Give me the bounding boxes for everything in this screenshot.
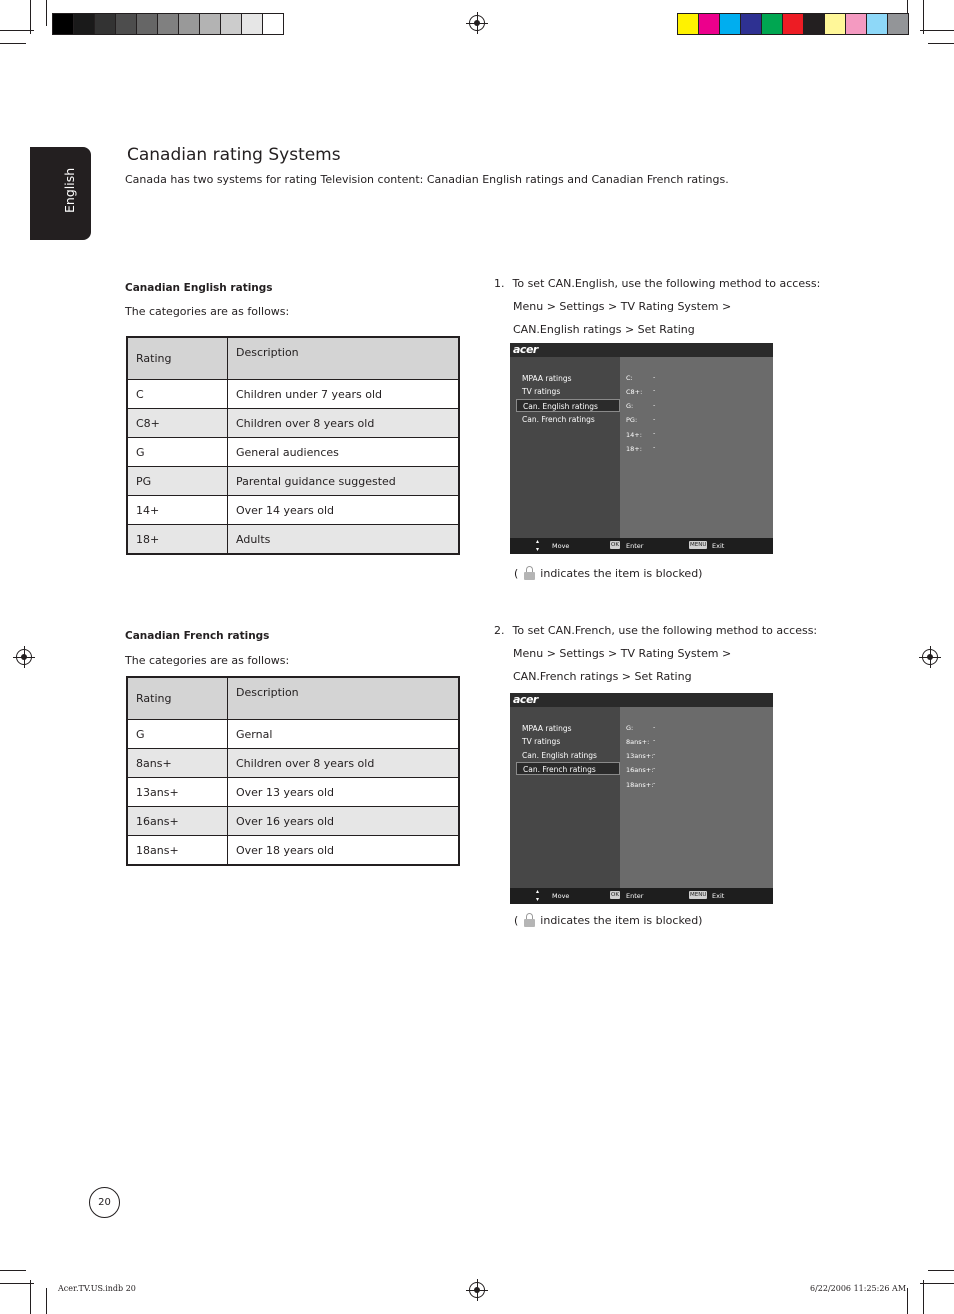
tv-enter-label: Enter xyxy=(626,542,644,550)
blocked-note-text: indicates the item is blocked) xyxy=(540,567,703,580)
crop-mark xyxy=(928,43,954,44)
menu-key-icon: MENU xyxy=(690,892,707,898)
description-cell: Over 14 years old xyxy=(228,496,460,525)
step-instruction: To set CAN.English, use the following method to access: xyxy=(512,277,821,290)
tv-rating-key: G: xyxy=(626,402,634,410)
tv-rating-key: 14+: xyxy=(626,431,642,439)
tv-move-label: Move xyxy=(552,542,570,550)
crop-mark xyxy=(30,0,31,34)
registration-mark-icon xyxy=(16,649,32,665)
crop-mark xyxy=(923,0,924,34)
blocked-note xyxy=(514,566,702,580)
language-tab xyxy=(30,147,91,240)
color-swatch xyxy=(95,14,116,34)
color-swatch xyxy=(699,14,720,34)
description-cell: General audiences xyxy=(228,438,460,467)
tv-menu-item-selected: Can. French ratings xyxy=(516,762,620,775)
table-row xyxy=(127,496,459,525)
menu-key-icon: MENU xyxy=(690,542,707,548)
tv-rating-value: - xyxy=(653,443,656,451)
french-ratings-table xyxy=(126,676,460,866)
tv-rating-key: G: xyxy=(626,724,634,732)
tv-rating-value: - xyxy=(653,750,656,758)
step-menu-path: Menu > Settings > TV Rating System > xyxy=(513,300,732,313)
tv-rating-key: 13ans+: xyxy=(626,752,654,760)
acer-logo: acer xyxy=(513,693,538,706)
step-number: 1. xyxy=(494,277,505,290)
description-cell: Over 18 years old xyxy=(228,836,460,866)
crop-mark xyxy=(0,30,34,31)
blocked-note xyxy=(514,913,702,927)
step-menu-path-end: CAN.English ratings > Set Rating xyxy=(513,323,695,336)
column-header-rating: Rating xyxy=(127,677,228,720)
english-ratings-table xyxy=(126,336,460,555)
crop-mark xyxy=(0,1270,26,1271)
crop-mark xyxy=(46,0,47,26)
rating-cell: C8+ xyxy=(127,409,228,438)
rating-cell: C xyxy=(127,380,228,409)
english-ratings-heading: Canadian English ratings xyxy=(125,282,273,294)
color-swatch xyxy=(804,14,825,34)
step-instruction: To set CAN.French, use the following method to access: xyxy=(512,624,818,637)
description-cell: Parental guidance suggested xyxy=(228,467,460,496)
footer-timestamp: 6/22/2006 11:25:26 AM xyxy=(810,1284,907,1293)
french-ratings-heading: Canadian French ratings xyxy=(125,630,270,642)
color-swatch xyxy=(846,14,867,34)
rating-cell: G xyxy=(127,438,228,467)
table-row xyxy=(127,778,459,807)
description-cell: Over 13 years old xyxy=(228,778,460,807)
description-cell: Adults xyxy=(228,525,460,555)
tv-menu-item: Can. English ratings xyxy=(522,751,597,760)
acer-logo: acer xyxy=(513,343,538,356)
table-row xyxy=(127,438,459,467)
tv-rating-value: - xyxy=(653,373,656,381)
crop-mark xyxy=(0,1283,34,1284)
tv-menu-item: MPAA ratings xyxy=(522,374,572,383)
up-down-arrow-icon: ▴ ▾ xyxy=(536,888,540,903)
tv-exit-label: Exit xyxy=(712,892,725,900)
tv-title-bar xyxy=(510,693,773,707)
color-swatch xyxy=(783,14,804,34)
color-swatch xyxy=(762,14,783,34)
table-row xyxy=(127,467,459,496)
table-row xyxy=(127,749,459,778)
table-row xyxy=(127,380,459,409)
tv-rating-value: - xyxy=(653,764,656,772)
crop-mark xyxy=(928,1270,954,1271)
tv-move-label: Move xyxy=(552,892,570,900)
step-menu-path-end: CAN.French ratings > Set Rating xyxy=(513,670,692,683)
tv-exit-label: Exit xyxy=(712,542,725,550)
table-row xyxy=(127,525,459,555)
description-cell: Children over 8 years old xyxy=(228,749,460,778)
tv-rating-value: - xyxy=(653,736,656,744)
french-ratings-lead: The categories are as follows: xyxy=(125,654,290,667)
color-swatch xyxy=(741,14,762,34)
color-swatch xyxy=(53,14,74,34)
ok-key-icon: OK xyxy=(611,542,619,548)
step-2 xyxy=(494,619,817,688)
english-ratings-lead: The categories are as follows: xyxy=(125,305,290,318)
rating-cell: 16ans+ xyxy=(127,807,228,836)
process-color-bar xyxy=(677,13,909,35)
tv-rating-value: - xyxy=(653,723,656,731)
tv-rating-value: - xyxy=(653,415,656,423)
rating-cell: 8ans+ xyxy=(127,749,228,778)
tv-enter-label: Enter xyxy=(626,892,644,900)
tv-rating-key: 16ans+: xyxy=(626,766,654,774)
registration-mark-icon xyxy=(922,649,938,665)
blocked-note-text: indicates the item is blocked) xyxy=(540,914,703,927)
rating-cell: G xyxy=(127,720,228,749)
step-menu-path: Menu > Settings > TV Rating System > xyxy=(513,647,732,660)
color-swatch xyxy=(888,14,908,34)
tv-rating-key: 18+: xyxy=(626,445,642,453)
color-swatch xyxy=(221,14,242,34)
registration-mark-icon xyxy=(469,15,485,31)
rating-cell: 18ans+ xyxy=(127,836,228,866)
page-number: 20 xyxy=(89,1187,120,1218)
table-header-row xyxy=(127,677,459,720)
tv-rating-key: C: xyxy=(626,374,633,382)
color-swatch xyxy=(263,14,283,34)
column-header-description: Description xyxy=(228,677,460,720)
color-swatch xyxy=(825,14,846,34)
ok-key-icon: OK xyxy=(611,892,619,898)
tv-rating-key: 8ans+: xyxy=(626,738,650,746)
tv-rating-key: 18ans+: xyxy=(626,781,654,789)
crop-mark xyxy=(907,1288,908,1314)
tv-rating-value: - xyxy=(653,401,656,409)
crop-mark xyxy=(923,1280,924,1314)
description-cell: Over 16 years old xyxy=(228,807,460,836)
color-swatch xyxy=(158,14,179,34)
tv-menu-item: Can. French ratings xyxy=(522,415,595,424)
note-paren: ( xyxy=(514,567,519,580)
table-row xyxy=(127,836,459,866)
color-swatch xyxy=(720,14,741,34)
tv-menu-item: TV ratings xyxy=(522,737,561,746)
tv-ratings-panel xyxy=(620,357,773,538)
tv-ratings-panel xyxy=(620,707,773,888)
tv-rating-value: - xyxy=(653,429,656,437)
color-swatch xyxy=(678,14,699,34)
color-swatch xyxy=(137,14,158,34)
footer-file-info: Acer.TV.US.indb 20 xyxy=(58,1284,136,1293)
tv-menu-screenshot-english xyxy=(510,343,773,554)
description-cell: Children under 7 years old xyxy=(228,380,460,409)
color-swatch xyxy=(242,14,263,34)
note-paren: ( xyxy=(514,914,519,927)
table-row xyxy=(127,720,459,749)
color-swatch xyxy=(179,14,200,34)
color-swatch xyxy=(116,14,137,34)
lock-icon xyxy=(524,913,535,926)
page-title: Canadian rating Systems xyxy=(127,145,341,165)
color-swatch xyxy=(74,14,95,34)
step-number: 2. xyxy=(494,624,505,637)
rating-cell: PG xyxy=(127,467,228,496)
tv-menu-item: MPAA ratings xyxy=(522,724,572,733)
tv-menu-item: TV ratings xyxy=(522,387,561,396)
column-header-rating: Rating xyxy=(127,337,228,380)
crop-mark xyxy=(0,43,26,44)
color-swatch xyxy=(200,14,221,34)
table-row xyxy=(127,807,459,836)
table-header-row xyxy=(127,337,459,380)
tv-menu-screenshot-french xyxy=(510,693,773,904)
rating-cell: 18+ xyxy=(127,525,228,555)
crop-mark xyxy=(46,1288,47,1314)
tv-menu-item-selected: Can. English ratings xyxy=(516,399,620,412)
column-header-description: Description xyxy=(228,337,460,380)
intro-text: Canada has two systems for rating Television content: Canadian English ratings and Canadian French ratings. xyxy=(125,173,729,186)
tv-rating-key: C8+: xyxy=(626,388,643,396)
color-swatch xyxy=(867,14,888,34)
tv-title-bar xyxy=(510,343,773,357)
crop-mark xyxy=(30,1280,31,1314)
rating-cell: 13ans+ xyxy=(127,778,228,807)
description-cell: Gernal xyxy=(228,720,460,749)
tv-rating-value: - xyxy=(653,386,656,394)
tv-rating-key: PG: xyxy=(626,416,638,424)
lock-icon xyxy=(524,566,535,579)
crop-mark xyxy=(920,30,954,31)
registration-mark-icon xyxy=(469,1282,485,1298)
tv-rating-value: - xyxy=(653,779,656,787)
up-down-arrow-icon: ▴ ▾ xyxy=(536,538,540,553)
description-cell: Children over 8 years old xyxy=(228,409,460,438)
step-1 xyxy=(494,272,820,341)
language-tab-label: English xyxy=(62,167,77,213)
rating-cell: 14+ xyxy=(127,496,228,525)
grayscale-color-bar xyxy=(52,13,284,35)
crop-mark xyxy=(920,1283,954,1284)
table-row xyxy=(127,409,459,438)
